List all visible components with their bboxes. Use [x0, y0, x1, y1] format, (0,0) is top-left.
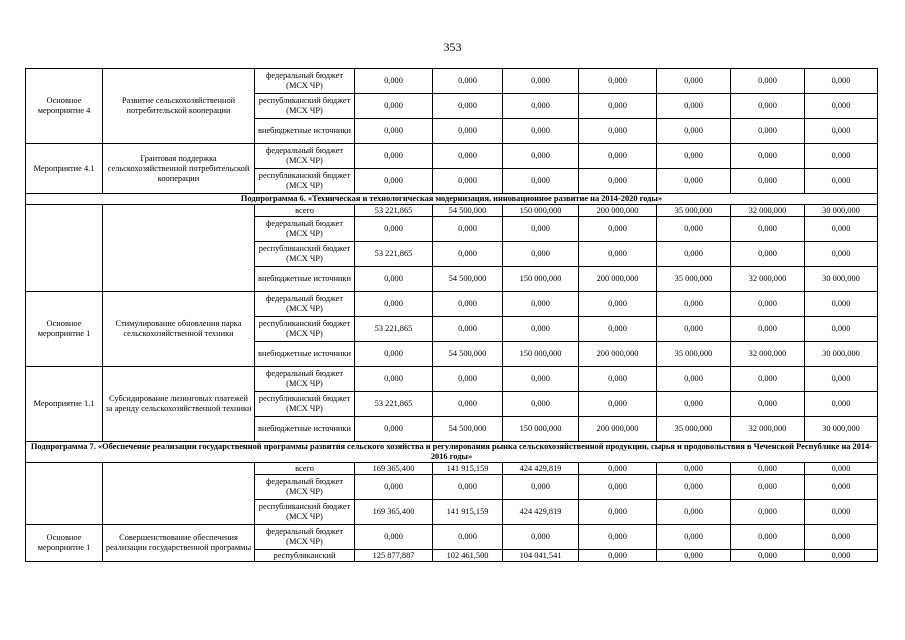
value-cell: 0,000: [657, 169, 731, 194]
event-title: Грантовая поддержка сельскохозяйственной потребительской кооперации: [103, 144, 255, 194]
value-cell: 0,000: [657, 217, 731, 242]
value-cell: 54 500,000: [433, 417, 503, 442]
value-cell: 0,000: [805, 119, 878, 144]
event-title: Стимулирование обновления парка сельскохозяйственной техники: [103, 292, 255, 367]
source-label: всего: [255, 205, 355, 217]
value-cell: 424 429,819: [503, 500, 579, 525]
value-cell: 0,000: [503, 119, 579, 144]
source-label: федеральный бюджет (МСХ ЧР): [255, 144, 355, 169]
value-cell: 0,000: [503, 69, 579, 94]
value-cell: 0,000: [657, 144, 731, 169]
table-row: [26, 525, 878, 550]
source-label: всего: [255, 463, 355, 475]
value-cell: 0,000: [503, 217, 579, 242]
value-cell: 200 000,000: [579, 342, 657, 367]
value-cell: 0,000: [433, 292, 503, 317]
page-number: 353: [443, 40, 462, 54]
source-label: республиканский: [255, 550, 355, 562]
source-label: федеральный бюджет (МСХ ЧР): [255, 367, 355, 392]
value-cell: 30 000,000: [805, 267, 878, 292]
value-cell: 53 221,865: [355, 317, 433, 342]
value-cell: 0,000: [731, 119, 805, 144]
value-cell: 32 000,000: [731, 267, 805, 292]
source-label: республиканский бюджет (МСХ ЧР): [255, 242, 355, 267]
value-cell: 0,000: [355, 525, 433, 550]
source-label: республиканский бюджет (МСХ ЧР): [255, 317, 355, 342]
blank-cell: [103, 463, 255, 525]
value-cell: 0,000: [433, 525, 503, 550]
value-cell: 0,000: [579, 69, 657, 94]
value-cell: 32 000,000: [731, 342, 805, 367]
value-cell: 0,000: [731, 94, 805, 119]
value-cell: 141 915,159: [433, 463, 503, 475]
blank-cell: [103, 205, 255, 292]
value-cell: 0,000: [503, 94, 579, 119]
section-row: [26, 442, 878, 463]
value-cell: 0,000: [433, 217, 503, 242]
value-cell: 0,000: [731, 392, 805, 417]
source-label: республиканский бюджет (МСХ ЧР): [255, 392, 355, 417]
value-cell: 0,000: [579, 525, 657, 550]
value-cell: 150 000,000: [503, 267, 579, 292]
value-cell: 104 041,541: [503, 550, 579, 562]
value-cell: 0,000: [355, 417, 433, 442]
value-cell: 0,000: [579, 119, 657, 144]
value-cell: 0,000: [433, 392, 503, 417]
value-cell: 0,000: [355, 292, 433, 317]
source-label: внебюджетные источники: [255, 417, 355, 442]
source-label: федеральный бюджет (МСХ ЧР): [255, 292, 355, 317]
value-cell: 0,000: [731, 217, 805, 242]
value-cell: 0,000: [805, 475, 878, 500]
value-cell: 0,000: [433, 119, 503, 144]
value-cell: 0,000: [805, 242, 878, 267]
value-cell: 0,000: [579, 292, 657, 317]
value-cell: 424 429,819: [503, 463, 579, 475]
value-cell: 0,000: [503, 292, 579, 317]
value-cell: 0,000: [579, 500, 657, 525]
value-cell: 0,000: [731, 463, 805, 475]
value-cell: 150 000,000: [503, 417, 579, 442]
table-body: [26, 69, 878, 562]
value-cell: 0,000: [355, 144, 433, 169]
blank-cell: [26, 463, 103, 525]
value-cell: 0,000: [433, 144, 503, 169]
event-name: Основное мероприятие 1: [26, 292, 103, 367]
value-cell: 0,000: [433, 475, 503, 500]
value-cell: 0,000: [433, 69, 503, 94]
value-cell: 54 500,000: [433, 267, 503, 292]
value-cell: 0,000: [579, 392, 657, 417]
value-cell: 0,000: [805, 463, 878, 475]
value-cell: 150 000,000: [503, 342, 579, 367]
value-cell: 0,000: [731, 144, 805, 169]
value-cell: 0,000: [579, 367, 657, 392]
value-cell: 0,000: [731, 317, 805, 342]
value-cell: 169 365,400: [355, 500, 433, 525]
value-cell: 30 000,000: [805, 342, 878, 367]
value-cell: 0,000: [805, 217, 878, 242]
value-cell: 0,000: [355, 217, 433, 242]
value-cell: 0,000: [579, 550, 657, 562]
table-row: [26, 367, 878, 392]
value-cell: 0,000: [657, 119, 731, 144]
value-cell: 0,000: [657, 392, 731, 417]
source-label: республиканский бюджет (МСХ ЧР): [255, 94, 355, 119]
value-cell: 169 365,400: [355, 463, 433, 475]
value-cell: 35 000,000: [657, 267, 731, 292]
value-cell: 0,000: [579, 242, 657, 267]
value-cell: 0,000: [355, 475, 433, 500]
table-row: [26, 69, 878, 94]
value-cell: 54 500,000: [433, 342, 503, 367]
value-cell: 0,000: [657, 475, 731, 500]
value-cell: 53 221,865: [355, 242, 433, 267]
source-label: федеральный бюджет (МСХ ЧР): [255, 217, 355, 242]
value-cell: 0,000: [731, 525, 805, 550]
value-cell: 0,000: [805, 525, 878, 550]
value-cell: 0,000: [731, 69, 805, 94]
value-cell: 0,000: [503, 475, 579, 500]
source-label: федеральный бюджет (МСХ ЧР): [255, 475, 355, 500]
event-title: Субсидирование лизинговых платежей за аренду сельскохозяйственной техники: [103, 367, 255, 442]
value-cell: 0,000: [657, 500, 731, 525]
event-name: Основное мероприятие 1: [26, 525, 103, 562]
value-cell: 0,000: [657, 317, 731, 342]
value-cell: 0,000: [433, 367, 503, 392]
value-cell: 200 000,000: [579, 205, 657, 217]
value-cell: 0,000: [805, 94, 878, 119]
section-row: [26, 194, 878, 205]
value-cell: 0,000: [503, 367, 579, 392]
budget-table: [25, 68, 878, 562]
value-cell: 102 461,500: [433, 550, 503, 562]
section-title: Подпрограмма 7. «Обеспечение реализации государственной программы развития сельского хозяйства и регулирования рынка сельскохозяйственной продукции, сырья и продовольствия в Чеченской Республике на 2014-2016 годы»: [26, 442, 878, 463]
value-cell: 0,000: [579, 94, 657, 119]
value-cell: 0,000: [731, 367, 805, 392]
value-cell: 35 000,000: [657, 342, 731, 367]
value-cell: 32 000,000: [731, 205, 805, 217]
value-cell: 150 000,000: [503, 205, 579, 217]
value-cell: 0,000: [355, 119, 433, 144]
value-cell: 53 221,865: [355, 392, 433, 417]
value-cell: 0,000: [805, 292, 878, 317]
value-cell: 53 221,865: [355, 205, 433, 217]
source-label: республиканский бюджет (МСХ ЧР): [255, 500, 355, 525]
value-cell: 35 000,000: [657, 417, 731, 442]
source-label: внебюджетные источники: [255, 119, 355, 144]
value-cell: 30 000,000: [805, 205, 878, 217]
value-cell: 0,000: [579, 317, 657, 342]
value-cell: 0,000: [355, 267, 433, 292]
value-cell: 0,000: [805, 69, 878, 94]
value-cell: 30 000,000: [805, 417, 878, 442]
value-cell: 0,000: [657, 242, 731, 267]
value-cell: 0,000: [657, 463, 731, 475]
value-cell: 0,000: [657, 367, 731, 392]
value-cell: 0,000: [657, 94, 731, 119]
value-cell: 0,000: [731, 169, 805, 194]
value-cell: 0,000: [503, 242, 579, 267]
value-cell: 0,000: [805, 169, 878, 194]
value-cell: 0,000: [503, 525, 579, 550]
value-cell: 0,000: [503, 169, 579, 194]
value-cell: 0,000: [731, 292, 805, 317]
value-cell: 0,000: [503, 144, 579, 169]
event-title: Совершенствование обеспечения реализации государственной программы: [103, 525, 255, 562]
value-cell: 0,000: [433, 242, 503, 267]
value-cell: 0,000: [579, 144, 657, 169]
value-cell: 0,000: [579, 463, 657, 475]
table-row: [26, 292, 878, 317]
value-cell: 0,000: [731, 475, 805, 500]
table-row: [26, 205, 878, 217]
source-label: внебюджетные источники: [255, 342, 355, 367]
value-cell: 0,000: [503, 392, 579, 417]
value-cell: 0,000: [657, 292, 731, 317]
value-cell: 0,000: [657, 550, 731, 562]
value-cell: 32 000,000: [731, 417, 805, 442]
value-cell: 0,000: [579, 217, 657, 242]
value-cell: 0,000: [657, 69, 731, 94]
section-title: Подпрограмма 6. «Техническая и технологическая модернизация, инновационное развитие на 2014-2020 годы»: [26, 194, 878, 205]
blank-cell: [26, 205, 103, 292]
source-label: федеральный бюджет (МСХ ЧР): [255, 525, 355, 550]
value-cell: 0,000: [805, 392, 878, 417]
table-row: [26, 144, 878, 169]
event-name: Мероприятие 4.1: [26, 144, 103, 194]
value-cell: 0,000: [503, 317, 579, 342]
value-cell: 0,000: [355, 69, 433, 94]
value-cell: 0,000: [433, 317, 503, 342]
value-cell: 54 500,000: [433, 205, 503, 217]
value-cell: 0,000: [579, 169, 657, 194]
value-cell: 0,000: [805, 550, 878, 562]
value-cell: 0,000: [805, 367, 878, 392]
value-cell: 200 000,000: [579, 417, 657, 442]
source-label: федеральный бюджет (МСХ ЧР): [255, 69, 355, 94]
value-cell: 0,000: [805, 500, 878, 525]
value-cell: 0,000: [433, 169, 503, 194]
table-row: [26, 463, 878, 475]
value-cell: 141 915,159: [433, 500, 503, 525]
value-cell: 0,000: [355, 94, 433, 119]
event-name: Основное мероприятие 4: [26, 69, 103, 144]
event-title: Развитие сельскохозяйственной потребительской кооперации: [103, 69, 255, 144]
value-cell: 35 000,000: [657, 205, 731, 217]
value-cell: 0,000: [355, 342, 433, 367]
value-cell: 0,000: [805, 317, 878, 342]
value-cell: 0,000: [731, 242, 805, 267]
source-label: республиканский бюджет (МСХ ЧР): [255, 169, 355, 194]
value-cell: 0,000: [731, 550, 805, 562]
value-cell: 125 877,887: [355, 550, 433, 562]
value-cell: 0,000: [805, 144, 878, 169]
value-cell: 0,000: [657, 525, 731, 550]
value-cell: 0,000: [433, 94, 503, 119]
value-cell: 0,000: [579, 475, 657, 500]
value-cell: 200 000,000: [579, 267, 657, 292]
value-cell: 0,000: [355, 367, 433, 392]
source-label: внебюджетные источники: [255, 267, 355, 292]
value-cell: 0,000: [355, 169, 433, 194]
value-cell: 0,000: [731, 500, 805, 525]
event-name: Мероприятие 1.1: [26, 367, 103, 442]
